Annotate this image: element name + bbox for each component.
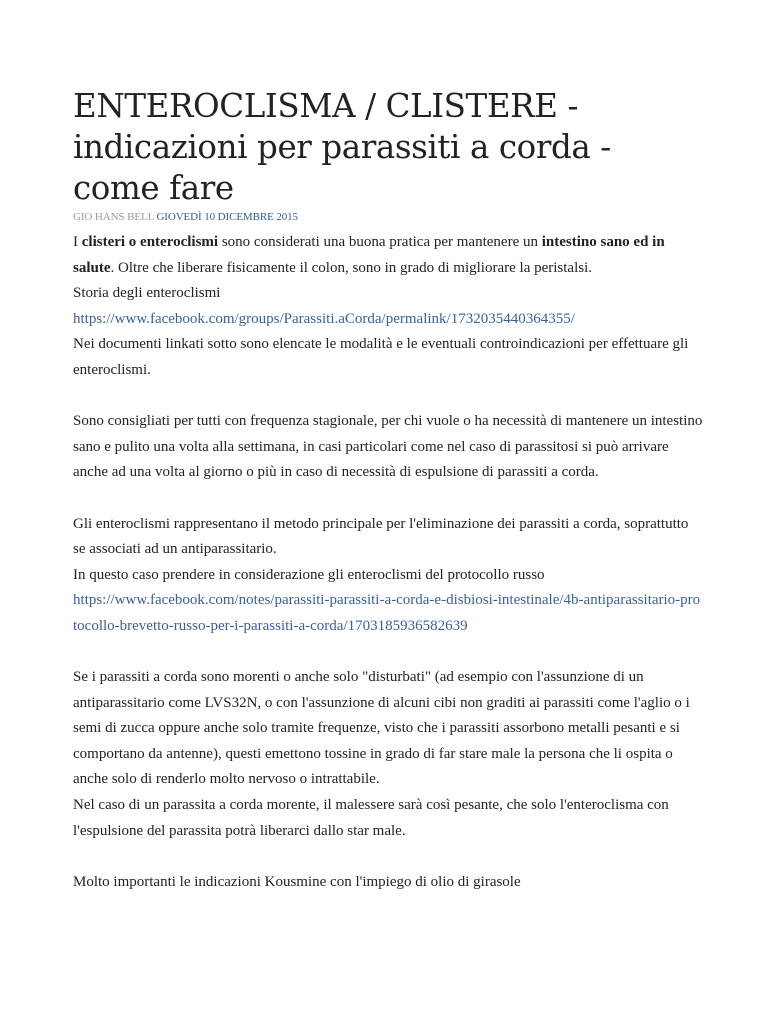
- spacer: [73, 844, 703, 870]
- post-meta: [73, 210, 703, 224]
- documents-paragraph: Nei documenti linkati sotto sono elencate le modalità e le eventuali controindicazioni per effettuare gli enteroclismi.: [73, 336, 689, 378]
- intro-bold-1: clisteri o enteroclismi: [81, 234, 219, 250]
- post-body: [73, 230, 703, 895]
- protocol-paragraph: In questo caso prendere in considerazione gli enteroclismi del protocollo russo: [73, 566, 545, 583]
- spacer: [73, 486, 703, 512]
- frequency-paragraph: Sono consigliati per tutti con frequenza stagionale, per chi vuole o ha necessità di mantenere un intestino sano e pulito una volta alla settimana, in casi particolari come nel caso di parassitosi si può arrivare anche ad una volta al giorno o più in caso di necessità di espulsione di parassiti a corda.: [73, 413, 703, 481]
- protocol-link[interactable]: https://www.facebook.com/notes/parassiti-parassiti-a-corda-e-disbiosi-intestinale/4b-antiparassitario-protocollo-brevetto-russo-per-i-parassiti-a-corda/1703185936582639: [73, 592, 701, 634]
- dying-parasite-paragraph: Nel caso di un parassita a corda morente, il malessere sarà così pesante, che solo l'enteroclisma con l'espulsione del parassita potrà liberarci dallo star male.: [73, 797, 669, 839]
- intro-paragraph: [73, 230, 703, 281]
- toxins-paragraph: Se i parassiti a corda sono morenti o anche solo "disturbati" (ad esempio con l'assunzione di un antiparassitario come LVS32N, o con l'assunzione di alcuni cibi non graditi ai parassiti come l'aglio o i semi di zucca oppure anche solo tramite frequenze, visto che i parassiti assorbono metalli pesanti e si comportano da antenne), questi emettono tossine in grado di far stare male la persona che li ospita o anche solo di renderlo molto nervoso o intrattabile.: [73, 669, 690, 788]
- intro-text-1: I: [73, 234, 82, 250]
- post-author[interactable]: GIO HANS BELL: [73, 211, 154, 223]
- method-paragraph: Gli enteroclismi rappresentano il metodo principale per l'eliminazione dei parassiti a corda, soprattutto se associati ad un antiparassitario.: [73, 515, 689, 558]
- blog-post: [73, 86, 703, 895]
- post-title: ENTEROCLISMA / CLISTERE - indicazioni per parassiti a corda - come fare: [73, 87, 611, 207]
- history-link-row: [73, 307, 703, 333]
- spacer: [73, 640, 703, 666]
- spacer: [73, 384, 703, 410]
- kousmine-paragraph: Molto importanti le indicazioni Kousmine con l'impiego di olio di girasole: [73, 873, 521, 890]
- protocol-link-row: [73, 588, 703, 639]
- intro-bold-2: intestino sano ed in salute: [73, 234, 665, 276]
- intro-text-2: sono considerati una buona pratica per mantenere un: [218, 234, 542, 250]
- history-link[interactable]: https://www.facebook.com/groups/Parassiti.aCorda/permalink/1732035440364355/: [73, 310, 575, 327]
- history-label: Storia degli enteroclismi: [73, 285, 221, 302]
- post-date[interactable]: GIOVEDÌ 10 DICEMBRE 2015: [156, 211, 298, 223]
- intro-text-3: . Oltre che liberare fisicamente il colon, sono in grado di migliorare la peristalsi.: [110, 259, 593, 276]
